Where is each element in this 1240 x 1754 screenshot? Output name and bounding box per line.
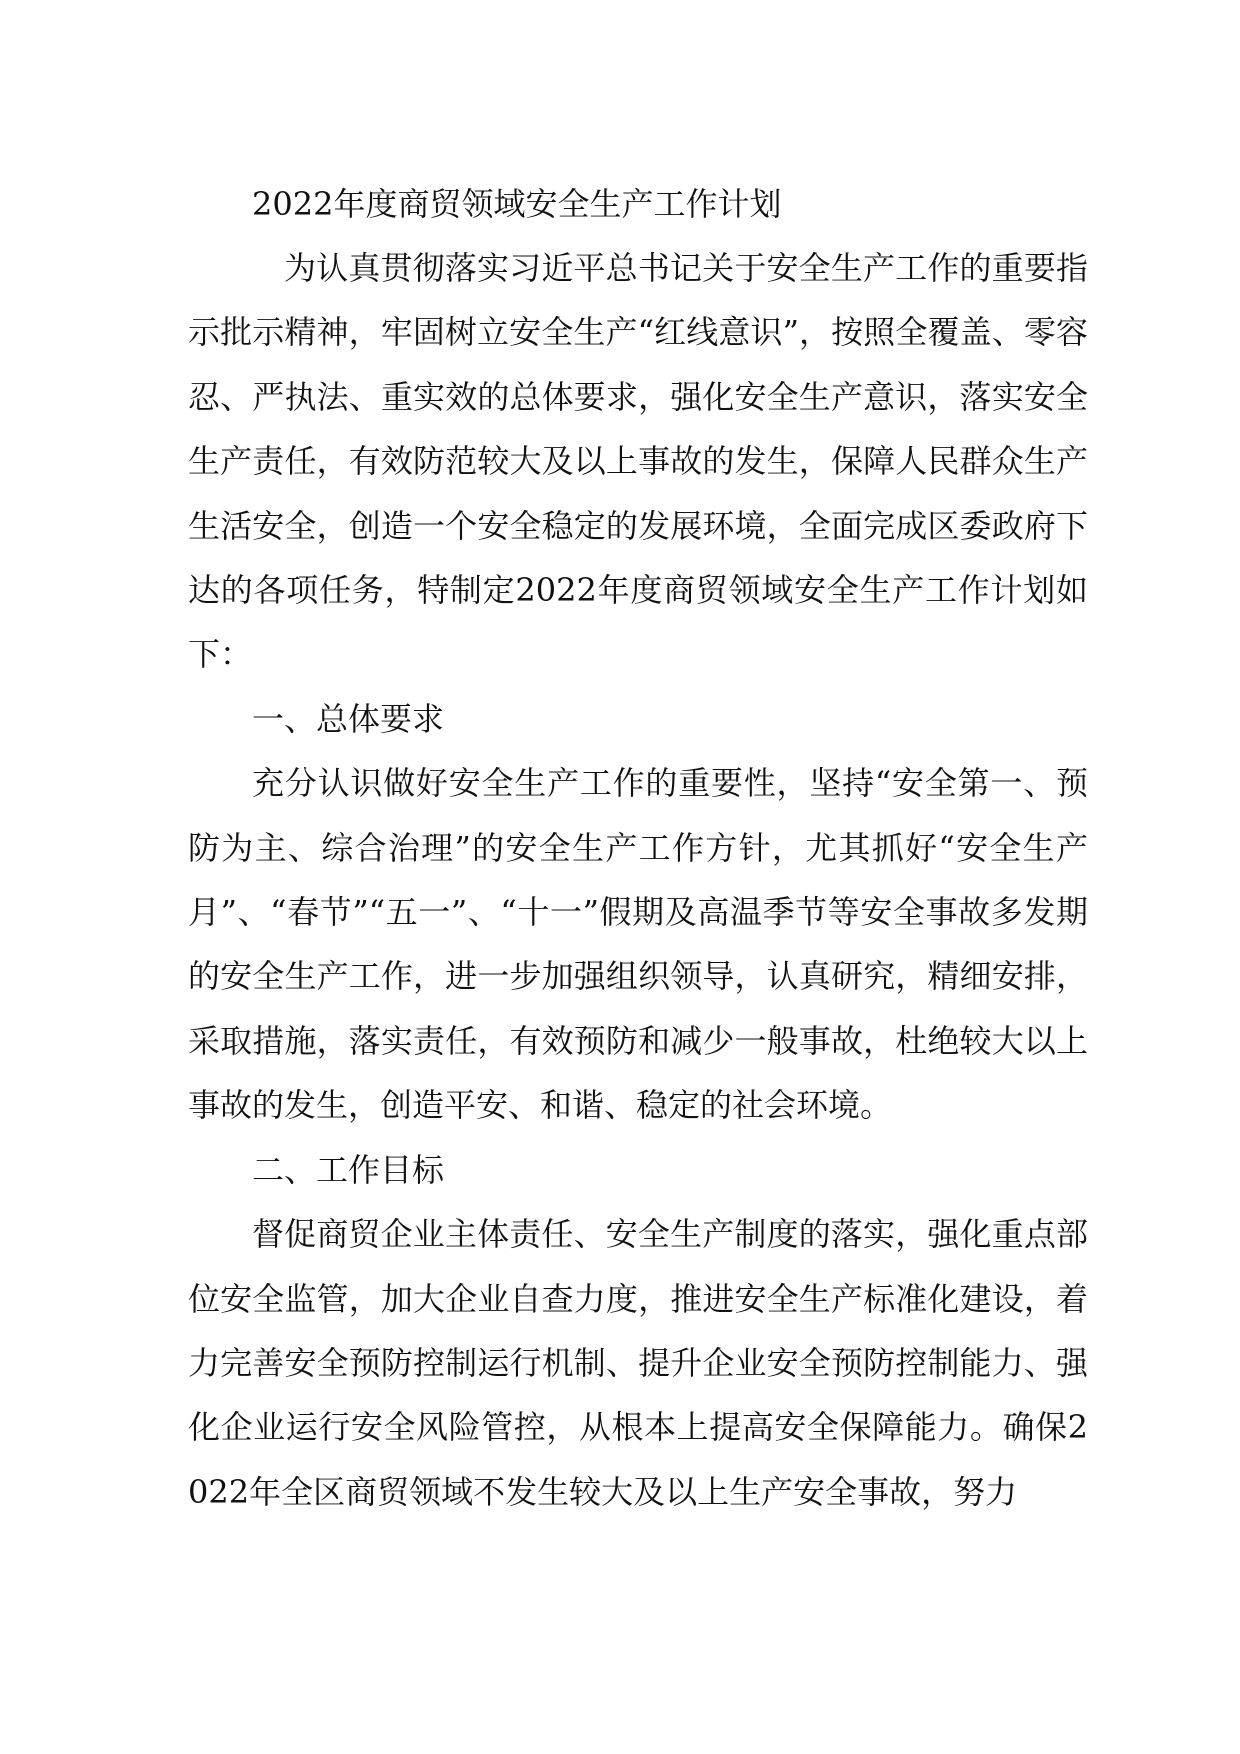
section-heading-work-goals: 二、工作目标 (252, 1150, 445, 1189)
intro-paragraph: 为认真贯彻落实习近平总书记关于安全生产工作的重要指示批示精神，牢固树立安全生产“红线意识”，按照全覆盖、零容忍、严执法、重实效的总体要求，强化安全生产意识，落实安全生产责任，有效防范较大及以上事故的发生，保障人民群众生产生活安全，创造一个安全稳定的发展环境，全面完成区委政府下达的各项任务，特制定2022年度商贸领域安全生产工作计划如下： (188, 249, 1088, 674)
section-heading-overall-requirements: 一、总体要求 (252, 699, 445, 738)
document-title: 2022年度商贸领域安全生产工作计划 (252, 185, 782, 223)
section-paragraph-work-goals: 督促商贸企业主体责任、安全生产制度的落实，强化重点部位安全监管，加大企业自查力度，推进安全生产标准化建设，着力完善安全预防控制运行机制、提升企业安全预防控制能力、强化企业运行安全风险管控，从根本上提高安全保障能力。确保2022年全区商贸领域不发生较大及以上生产安全事故，努力 (188, 1215, 1088, 1511)
section-paragraph-overall-requirements: 充分认识做好安全生产工作的重要性，坚持“安全第一、预防为主、综合治理”的安全生产工作方针，尤其抓好“安全生产月”、“春节”“五一”、“十一”假期及高温季节等安全事故多发期的安全生产工作，进一步加强组织领导，认真研究，精细安排，采取措施，落实责任，有效预防和减少一般事故，杜绝较大以上事故的发生，创造平安、和谐、稳定的社会环境。 (188, 764, 1088, 1125)
document-body (188, 172, 1088, 1524)
